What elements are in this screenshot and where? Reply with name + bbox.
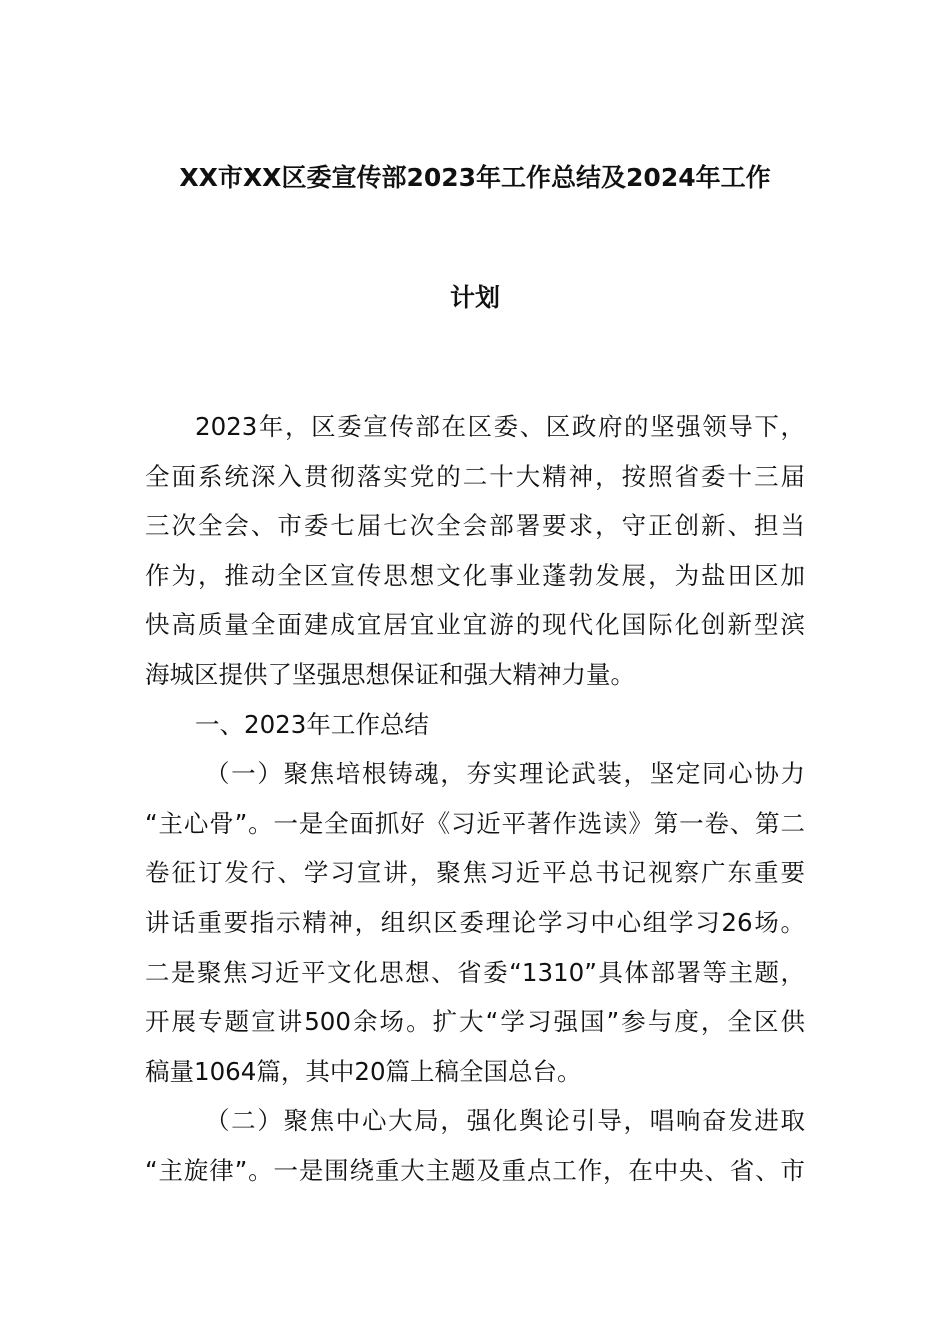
paragraph-line: “主心骨”。一是全面抓好《习近平著作选读》第一卷、第二 xyxy=(145,808,805,838)
paragraph-line: 讲话重要指示精神，组织区委理论学习中心组学习26场。 xyxy=(145,907,805,937)
paragraph-line: 稿量1064篇，其中20篇上稿全国总台。 xyxy=(145,1056,582,1086)
paragraph-line: 开展专题宣讲500余场。扩大“学习强国”参与度，全区供 xyxy=(145,1007,805,1037)
document-body xyxy=(145,402,805,1196)
paragraph-line: “主旋律”。一是围绕重大主题及重点工作，在中央、省、市 xyxy=(145,1155,805,1185)
paragraph-line: 三次全会、市委七届七次全会部署要求，守正创新、担当 xyxy=(145,511,805,541)
paragraph-line: 二是聚焦习近平文化思想、省委“1310”具体部署等主题， xyxy=(145,957,805,987)
paragraph-line: 海城区提供了坚强思想保证和强大精神力量。 xyxy=(145,659,635,689)
subsection-heading-line: （一）聚焦培根铸魂，夯实理论武装，坚定同心协力 xyxy=(205,759,805,789)
subsection-heading-line: （二）聚焦中心大局，强化舆论引导，唱响奋发进取 xyxy=(205,1106,805,1136)
paragraph-line: 快高质量全面建成宜居宜业宜游的现代化国际化创新型滨 xyxy=(145,610,805,640)
document-title-line-2: 计划 xyxy=(449,283,500,312)
document-title-line-1: XX市XX区委宣传部2023年工作总结及2024年工作 xyxy=(179,163,771,192)
section-heading: 一、2023年工作总结 xyxy=(195,709,429,739)
paragraph-line: 作为，推动全区宣传思想文化事业蓬勃发展，为盐田区加 xyxy=(145,560,805,590)
paragraph-line: 全面系统深入贯彻落实党的二十大精神，按照省委十三届 xyxy=(145,461,805,491)
paragraph-line: 2023年，区委宣传部在区委、区政府的坚强领导下， xyxy=(195,412,805,441)
paragraph-line: 卷征订发行、学习宣讲，聚焦习近平总书记视察广东重要 xyxy=(145,858,805,888)
